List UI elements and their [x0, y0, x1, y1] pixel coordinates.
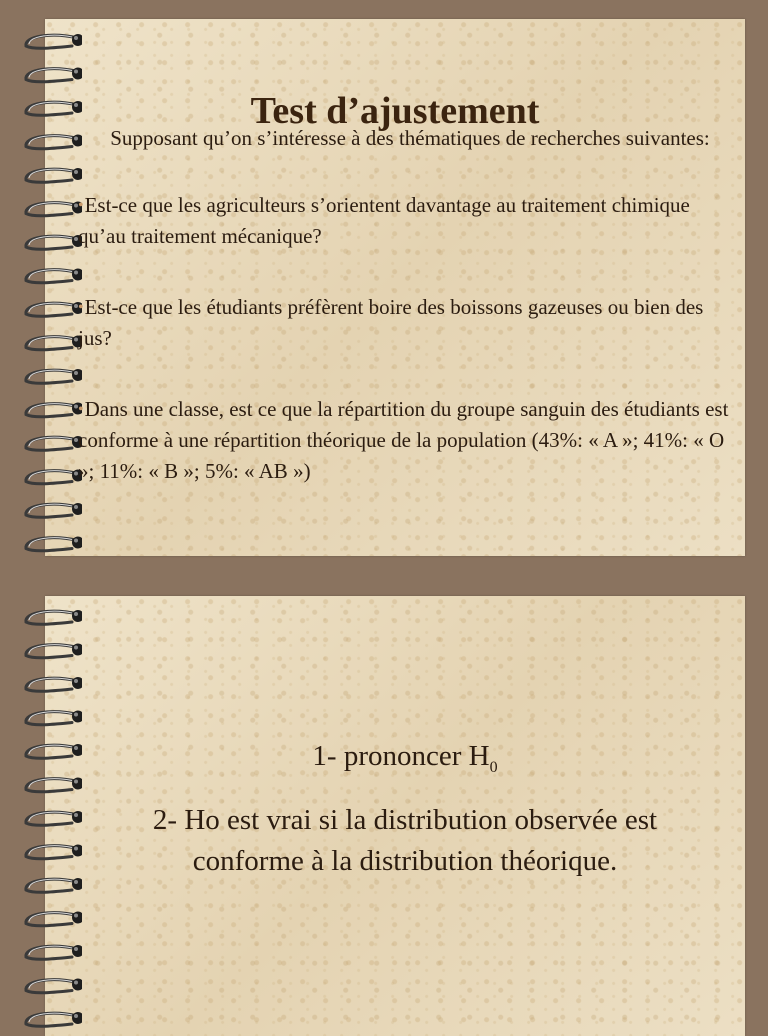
- bullet-text: Est-ce que les agriculteurs s’orientent davantage au traitement chimique qu’au traitement mécanique?: [78, 193, 690, 248]
- binding-ring-icon: [26, 711, 82, 725]
- binding-ring-icon: [26, 68, 82, 82]
- bullet-dot-icon: •: [78, 401, 84, 418]
- slide-body: [105, 736, 705, 882]
- bullet-list: [78, 190, 731, 527]
- bullet-dot-icon: •: [78, 299, 84, 316]
- step-one-text: 1- prononcer H: [312, 740, 490, 772]
- binding-ring-icon: [26, 878, 82, 892]
- bullet-item: [78, 190, 731, 252]
- binding-ring-icon: [26, 34, 82, 48]
- bullet-dot-icon: •: [78, 197, 84, 214]
- step-two: 2- Ho est vrai si la distribution observée est conforme à la distribution théorique.: [152, 803, 658, 877]
- binding-ring-icon: [26, 269, 82, 283]
- binding-ring-icon: [26, 1012, 82, 1026]
- binding-ring-icon: [26, 336, 82, 350]
- binding-ring-icon: [26, 644, 82, 658]
- spiral-binding-rings: [12, 596, 82, 1036]
- binding-ring-icon: [26, 845, 82, 859]
- bullet-text: Est-ce que les étudiants préfèrent boire des boissons gazeuses ou bien des jus?: [78, 295, 704, 350]
- step-one: [105, 736, 705, 788]
- binding-ring-icon: [26, 677, 82, 691]
- bullet-item: [78, 292, 731, 354]
- binding-ring-icon: [26, 436, 82, 450]
- binding-ring-icon: [26, 168, 82, 182]
- binding-ring-icon: [26, 202, 82, 216]
- binding-ring-icon: [26, 912, 82, 926]
- slide-1: [45, 19, 745, 556]
- binding-ring-icon: [26, 778, 82, 792]
- binding-ring-icon: [26, 945, 82, 959]
- binding-ring-icon: [26, 369, 82, 383]
- binding-ring-icon: [26, 235, 82, 249]
- binding-ring-icon: [26, 537, 82, 551]
- binding-ring-icon: [26, 979, 82, 993]
- binding-ring-icon: [26, 503, 82, 517]
- binding-ring-icon: [26, 610, 82, 624]
- bullet-text: Dans une classe, est ce que la répartition du groupe sanguin des étudiants est conforme à une répartition théorique de la population (43%: « A »; 41%: « O »; 11%: « B »; 5%: « AB »): [78, 397, 729, 483]
- binding-ring-icon: [26, 744, 82, 758]
- binding-ring-icon: [26, 302, 82, 316]
- slide-2: [45, 596, 745, 1036]
- step-one-subscript: 0: [489, 758, 498, 776]
- binding-ring-icon: [26, 811, 82, 825]
- slide-intro: Supposant qu’on s’intéresse à des thématiques de recherches suivantes:: [110, 126, 710, 150]
- binding-ring-icon: [26, 135, 82, 149]
- binding-ring-icon: [26, 470, 82, 484]
- binding-ring-icon: [26, 403, 82, 417]
- slide-title: Test d’ajustement: [250, 90, 540, 132]
- bullet-item: [78, 394, 731, 487]
